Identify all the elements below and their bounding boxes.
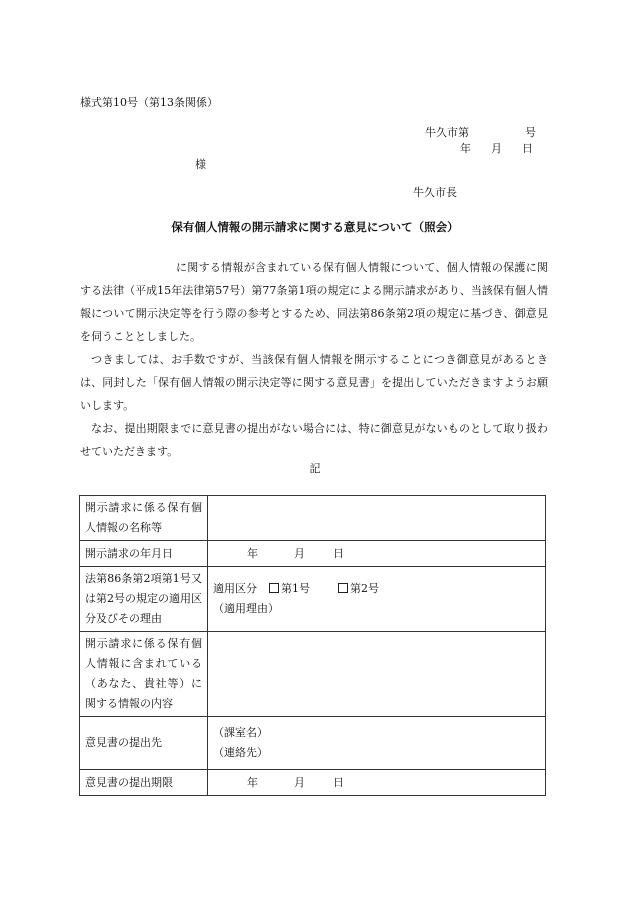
date-month: 月 xyxy=(294,775,305,789)
row-label-info-content: 開示請求に係る保有個人情報に含まれている（あなた、貴社等）に関する情報の内容 xyxy=(80,632,208,717)
checkbox-item-2[interactable] xyxy=(338,583,348,593)
body-text xyxy=(80,256,548,463)
info-table xyxy=(79,495,546,796)
table-row xyxy=(80,632,546,717)
row-label-info-name: 開示請求に係る保有個人情報の名称等 xyxy=(80,496,208,541)
addressee-suffix: 様 xyxy=(195,158,206,171)
document-number xyxy=(425,124,536,140)
application-options xyxy=(213,579,540,599)
table-row xyxy=(80,496,546,541)
checkbox-item-1[interactable] xyxy=(269,583,279,593)
issue-date xyxy=(460,140,533,156)
body-paragraph-2: つきましては、お手数ですが、当該保有個人情報を開示することにつき御意見があるときは、同封した「保有個人情報の開示決定等に関する意見書」を提出していただきますようお願いします。 xyxy=(80,353,548,412)
value-submission-to xyxy=(208,717,546,770)
application-kubun-label: 適用区分 xyxy=(213,582,257,595)
application-reason: （適用理由） xyxy=(213,602,279,615)
date-year: 年 xyxy=(247,546,258,560)
doc-number-prefix: 牛久市第 xyxy=(425,126,469,139)
document-title: 保有個人情報の開示請求に関する意見について（照会） xyxy=(171,220,459,234)
table-row xyxy=(80,770,546,796)
value-deadline xyxy=(208,770,546,796)
contact: （連絡先） xyxy=(213,746,268,759)
date-day: 日 xyxy=(333,546,344,560)
date-month: 月 xyxy=(294,546,305,560)
table-row xyxy=(80,567,546,632)
date-month: 月 xyxy=(491,142,502,155)
table-row xyxy=(80,717,546,770)
value-request-date xyxy=(208,541,546,567)
row-label-submission-to: 意見書の提出先 xyxy=(80,717,208,770)
form-number: 様式第10号（第13条関係） xyxy=(80,96,218,109)
row-label-deadline: 意見書の提出期限 xyxy=(80,770,208,796)
table-row xyxy=(80,541,546,567)
option-item-2-label: 第2号 xyxy=(350,582,379,595)
sender: 牛久市長 xyxy=(413,186,457,199)
row-label-application: 法第86条第2項第1号又は第2号の規定の適用区分及びその理由 xyxy=(80,567,208,632)
ki-heading: 記 xyxy=(309,462,321,475)
option-item-1-label: 第1号 xyxy=(281,582,310,595)
date-year: 年 xyxy=(460,142,471,155)
date-day: 日 xyxy=(333,775,344,789)
dept-name: （課室名） xyxy=(213,726,268,739)
body-paragraph-1: に関する情報が含まれている保有個人情報について、個人情報の保護に関する法律（平成15年法律第57号）第77条第1項の規定による開示請求があり、当該保有個人情報について開示決定等を行う際の参考とするため、同法第86条第2項の規定に基づき、御意見を伺うこととしました。 xyxy=(80,261,548,343)
body-paragraph-3: なお、提出期限までに意見書の提出がない場合には、特に御意見がないものとして取り扱わせていただきます。 xyxy=(80,422,548,458)
value-info-content xyxy=(208,632,546,717)
doc-number-suffix: 号 xyxy=(525,126,536,139)
value-info-name xyxy=(208,496,546,541)
row-label-request-date: 開示請求の年月日 xyxy=(80,541,208,567)
value-application xyxy=(208,567,546,632)
date-year: 年 xyxy=(247,775,258,789)
date-day: 日 xyxy=(522,142,533,155)
